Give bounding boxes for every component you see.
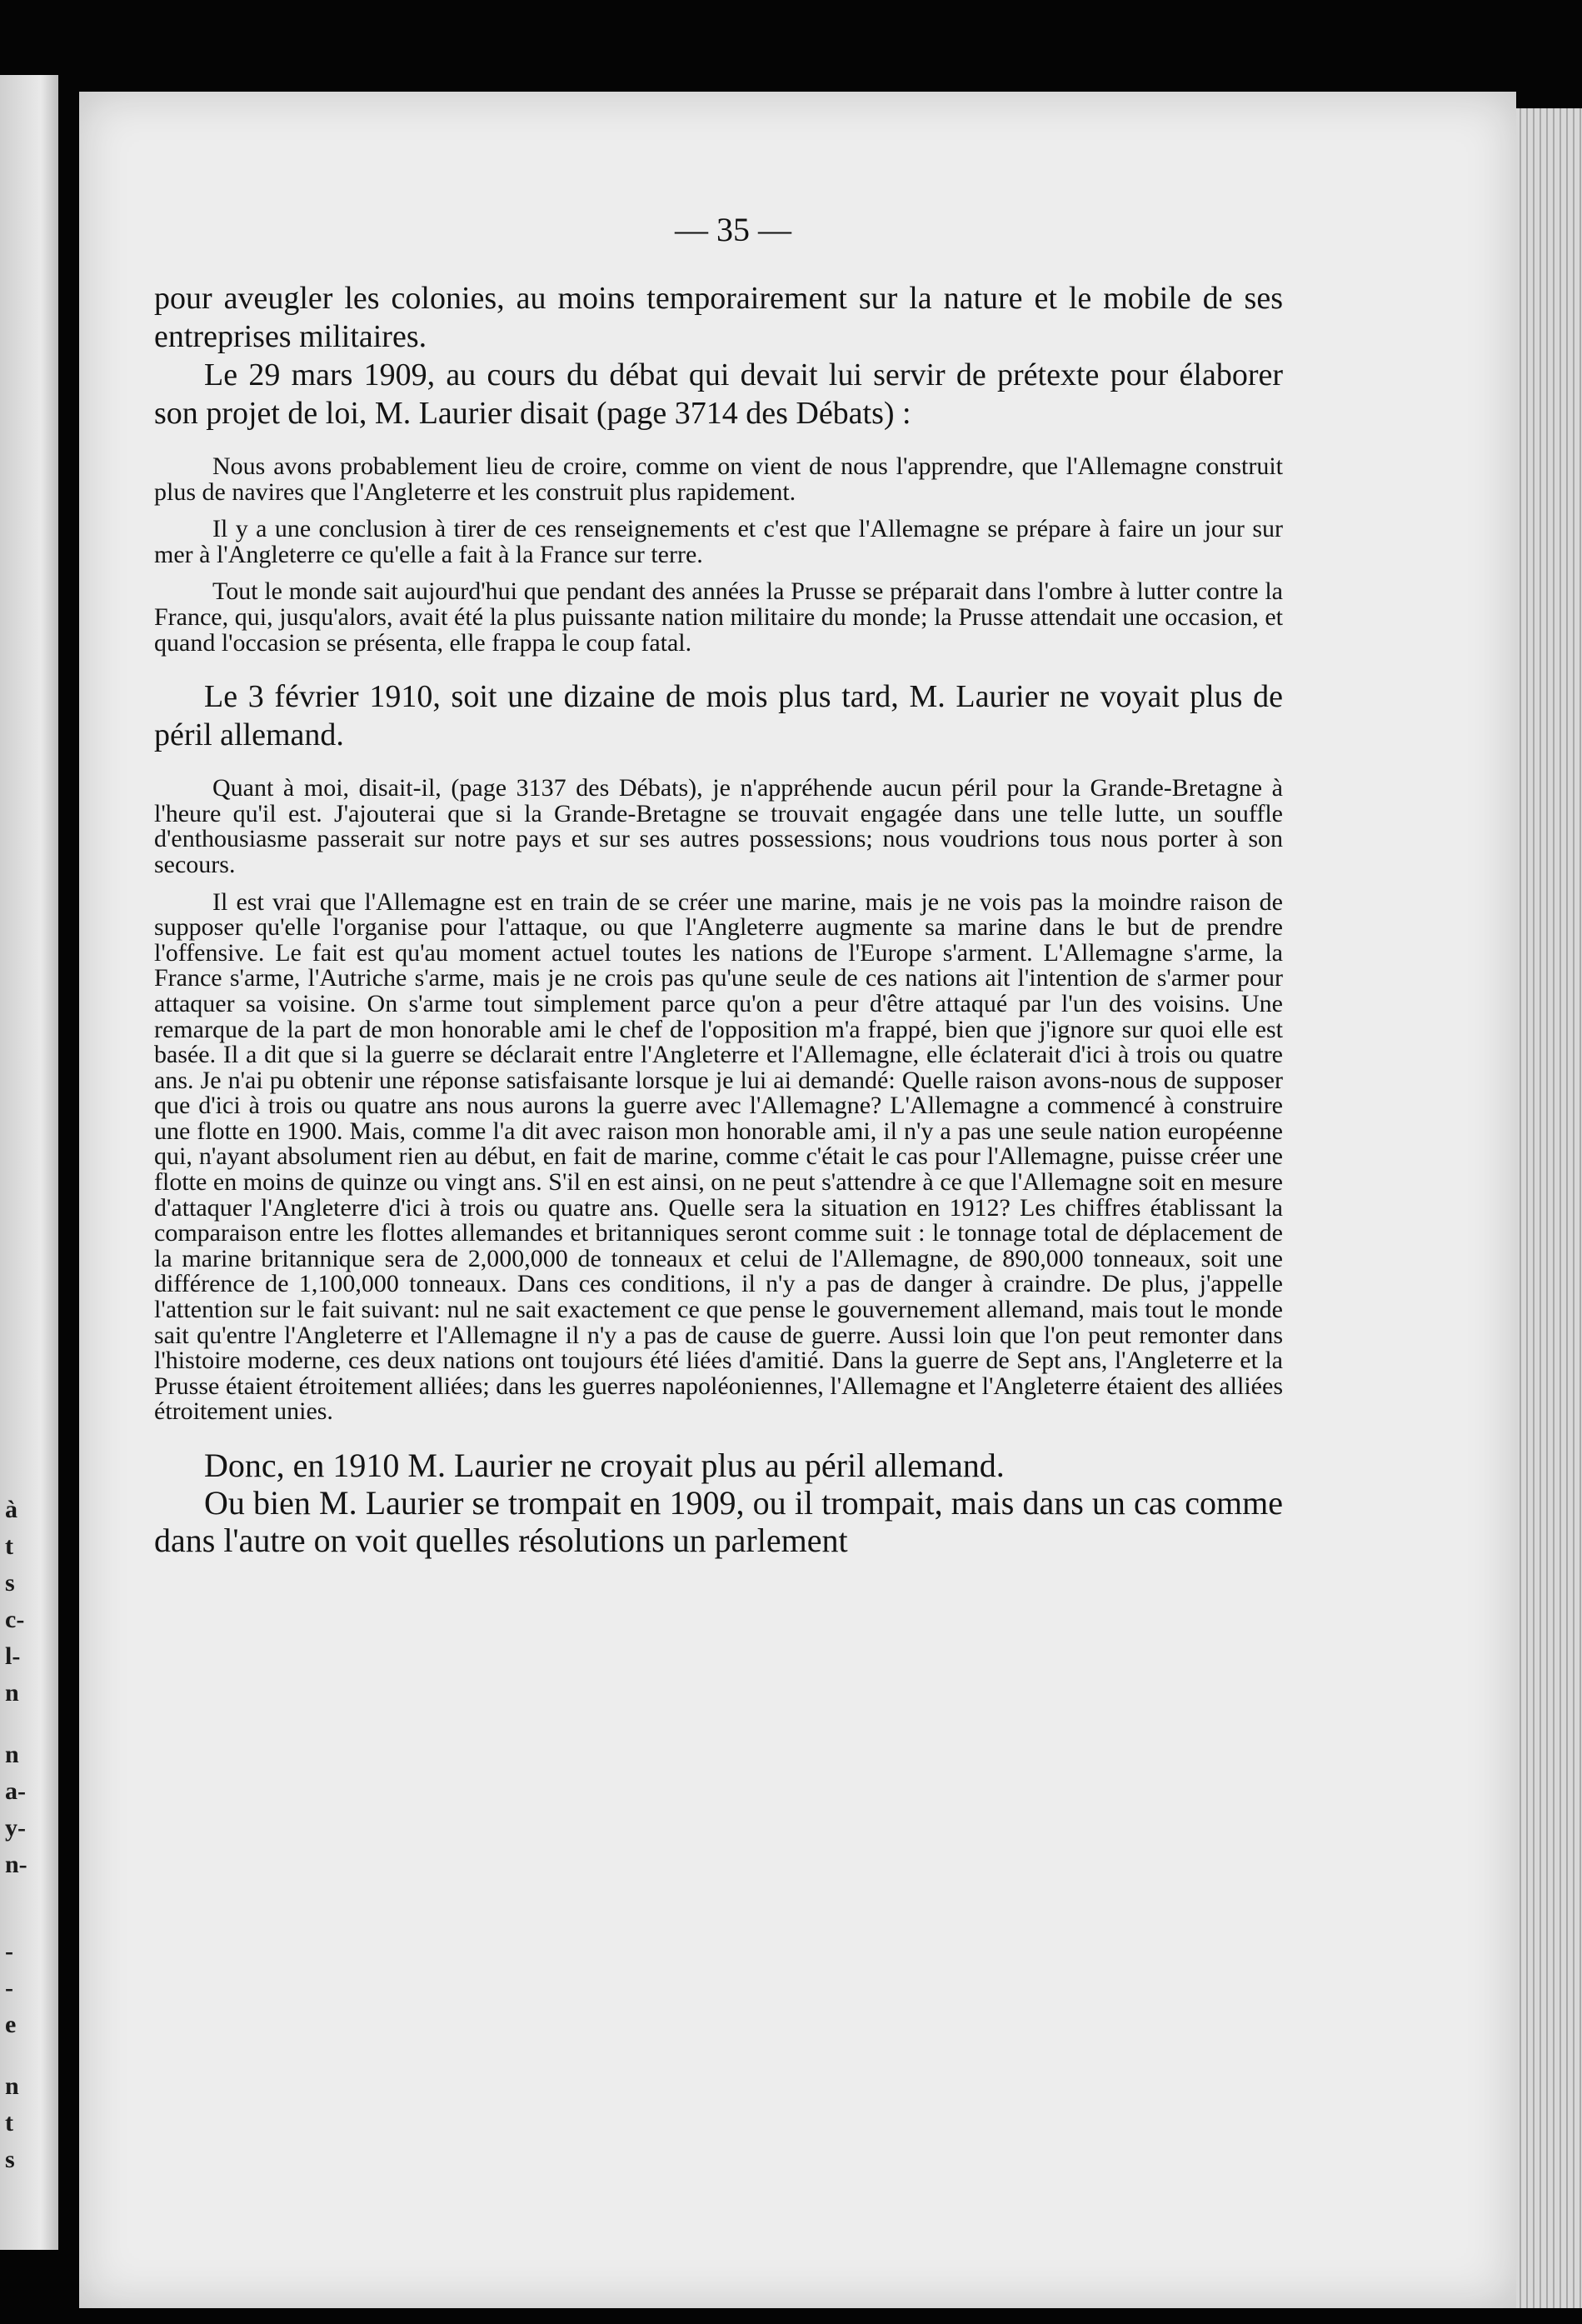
margin-letter: n	[5, 2072, 19, 2100]
margin-letter: l-	[5, 1642, 21, 1670]
margin-letter: s	[5, 1569, 15, 1597]
body-paragraph: Donc, en 1910 M. Laurier ne croyait plus au péril allemand.	[204, 1447, 1005, 1484]
margin-letter: à	[5, 1496, 17, 1523]
body-paragraph: pour aveugler les colonies, au moins temporairement sur la nature et le mobile de ses entreprises militaires.	[154, 281, 1283, 354]
margin-letter: n	[5, 1679, 19, 1707]
quoted-paragraph: Il est vrai que l'Allemagne est en train de se créer une marine, mais je ne vois pas la moindre raison de supposer qu'elle l'organise pour l'attaque, ou que l'Angleterre augmente sa marine dans le but de prendre l'offensive. Le fait est qu'au moment actuel toutes les nations de l'Europe s'arment. L'Allemagne s'arme, la France s'arme, l'Autriche s'arme, mais je ne crois pas qu'une seule de ces nations ait l'intention de s'armer pour attaquer sa voisine. On s'arme tout simplement parce qu'on a peur d'être attaqué par l'un des voisins. Une remarque de la part de mon honorable ami le chef de l'opposition m'a frappé, bien que j'ignore sur quoi elle est basée. Il a dit que si la guerre se déclarait entre l'Angleterre et l'Allemagne, elle éclaterait d'ici à trois ou quatre ans. Je n'ai pu obtenir une réponse satisfaisante lorsque je lui ai demandé: Quelle raison avons-nous de supposer que d'ici à trois ou quatre ans nous aurons la guerre avec l'Allemagne? L'Allemagne a commencé à construire une flotte en 1900. Mais, comme l'a dit avec raison mon honorable ami, il n'y a pas une seule nation européenne qui, n'ayant absolument rien au début, en fait de marine, comme c'était le cas pour l'Allemagne, puisse créer une flotte en moins de quinze ou vingt ans. S'il en est ainsi, on ne peut s'attendre à ce que l'Allemagne soit en mesure d'attaquer l'Angleterre d'ici à trois ou quatre ans. Quelle sera la situation en 1912? Les chiffres établissant la comparaison entre les flottes allemandes et britanniques seront comme suit : le tonnage total de déplacement de la marine britannique sera de 2,000,000 de tonneaux et celui de l'Allemagne, de 890,000 tonneaux, soit une différence de 1,100,000 tonneaux. Dans ces conditions, il n'y a pas de danger à craindre. De plus, j'appelle l'attention sur le fait suivant: nul ne sait exactement ce que pense le gouvernement allemand, mais tout le monde sait qu'entre l'Angleterre et l'Allemagne il n'y a pas de cause de guerre. Aussi loin que l'on peut remonter dans l'histoire moderne, ces deux nations ont toujours été liées d'amitié. Dans la guerre de Sept ans, l'Angleterre et la Prusse étaient étroitement alliées; dans les guerres napoléoniennes, l'Allemagne et l'Angleterre étaient des alliées étroitement unies.	[154, 887, 1283, 1426]
margin-letter: -	[5, 1974, 13, 2002]
quoted-paragraph: Tout le monde sait aujourd'hui que pendant des années la Prusse se préparait dans l'ombre à lutter contre la France, qui, jusqu'alors, avait été la plus puissante nation militaire du monde; la Prusse attendait une occasion, et quand l'occasion se présenta, elle frappa le coup fatal.	[154, 577, 1283, 657]
facing-page-edge	[0, 75, 58, 2250]
margin-letter: y-	[5, 1814, 26, 1842]
margin-letter: n	[5, 1741, 19, 1768]
body-paragraph: Ou bien M. Laurier se trompait en 1909, ou il trompait, mais dans un cas comme dans l'autre on voit quelles résolutions un parlement	[154, 1484, 1283, 1559]
margin-letter: t	[5, 2109, 13, 2137]
page-body	[154, 279, 1283, 1559]
margin-letter: t	[5, 1532, 13, 1560]
margin-letter: -	[5, 1937, 13, 1965]
quoted-paragraph: Il y a une conclusion à tirer de ces renseignements et c'est que l'Allemagne se prépare à faire un jour sur mer à l'Angleterre ce qu'elle a fait à la France sur terre.	[154, 515, 1283, 568]
margin-letter: n-	[5, 1851, 27, 1878]
margin-letter: a-	[5, 1777, 26, 1805]
page-number: — 35 —	[675, 211, 791, 248]
margin-letter: e	[5, 2011, 17, 2038]
facing-page-margin-text	[5, 1492, 47, 2178]
body-paragraph: Le 29 mars 1909, au cours du débat qui devait lui servir de prétexte pour élaborer son projet de loi, M. Laurier disait (page 3714 des Débats) :	[154, 357, 1283, 431]
quoted-paragraph: Quant à moi, disait-il, (page 3137 des Débats), je n'appréhende aucun péril pour la Grande-Bretagne à l'heure qu'il est. J'ajouterai que si la Grande-Bretagne se trouvait engagée dans une telle lutte, un souffle d'enthousiasme passerait sur notre pays et sur ses autres possessions; nous voudrions tous nous porter à son secours.	[154, 774, 1283, 878]
margin-letter: c-	[5, 1606, 25, 1633]
body-paragraph: Le 3 février 1910, soit une dizaine de mois plus tard, M. Laurier ne voyait plus de péril allemand.	[154, 679, 1283, 753]
book-page-edges	[1508, 108, 1582, 2308]
margin-letter: s	[5, 2146, 15, 2173]
quoted-paragraph: Nous avons probablement lieu de croire, comme on vient de nous l'apprendre, que l'Allemagne construit plus de navires que l'Angleterre et les construit plus rapidement.	[154, 452, 1283, 506]
